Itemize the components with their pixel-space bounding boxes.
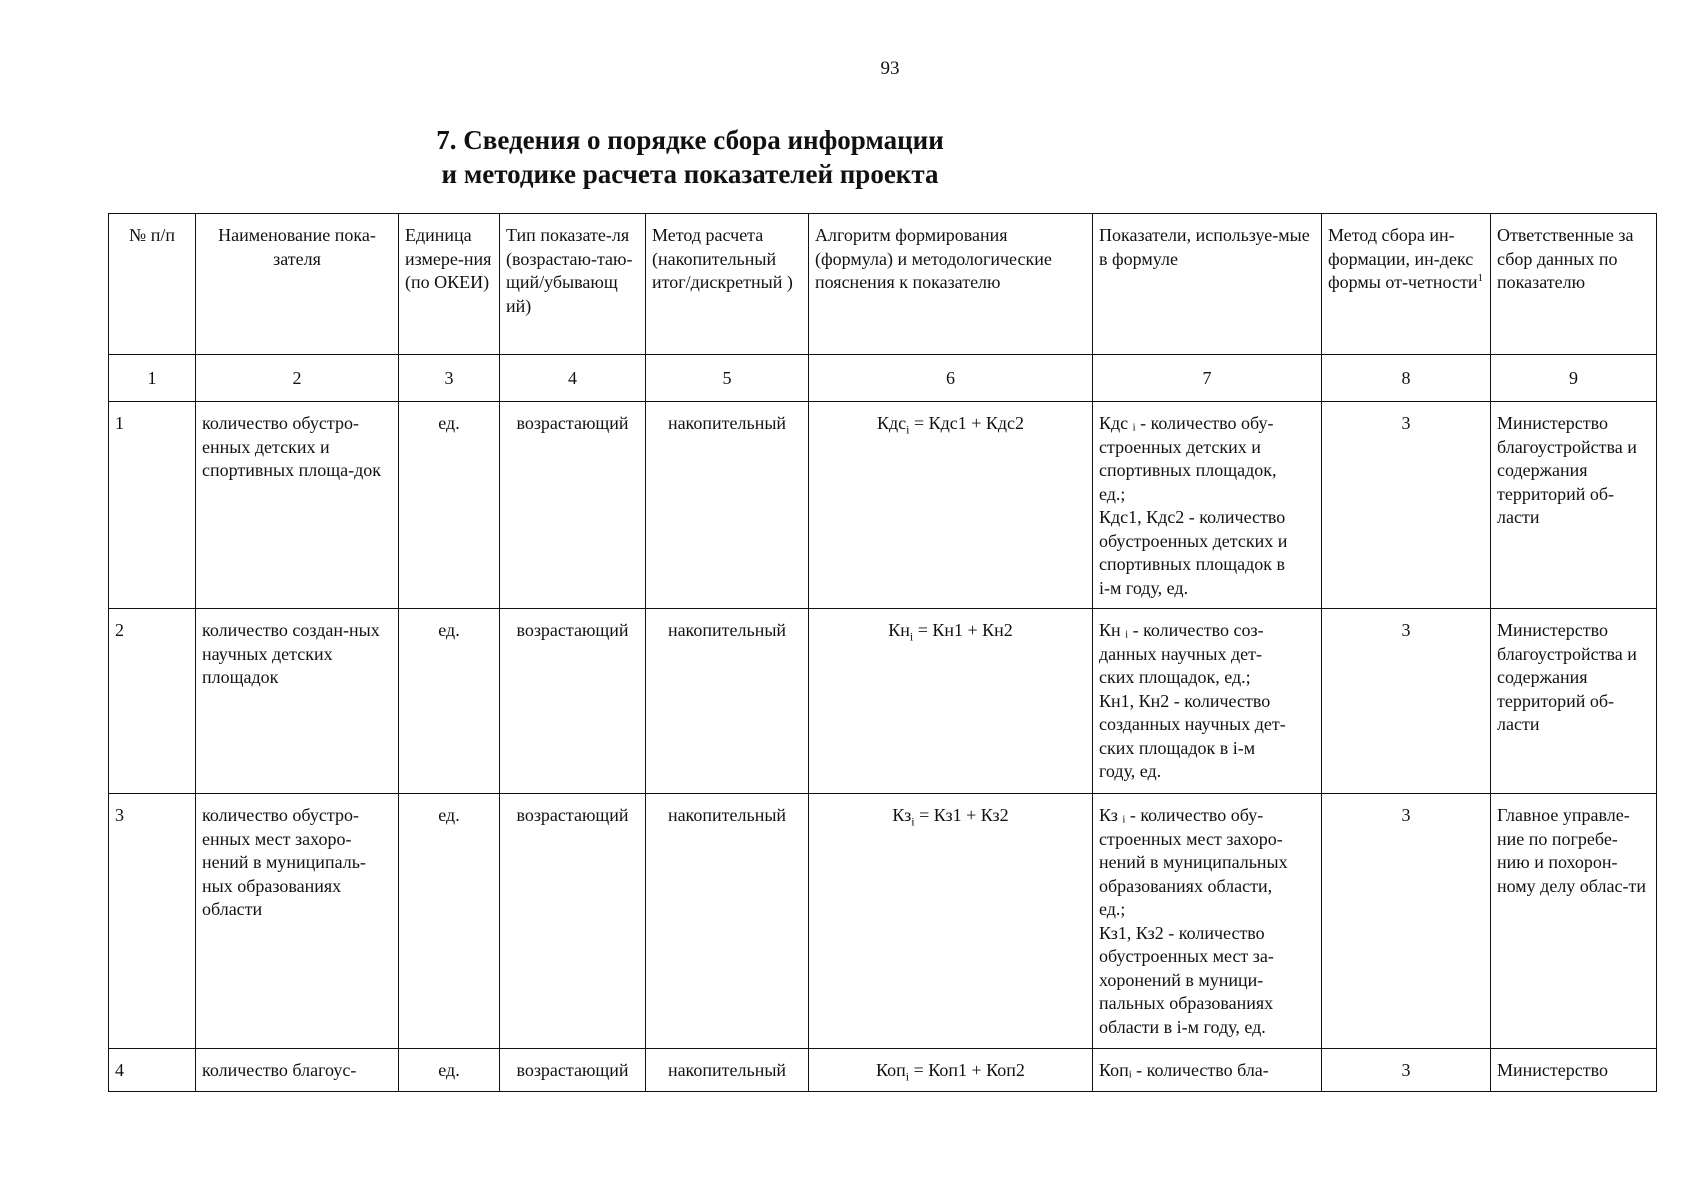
row-name: количество создан-ных научных детских площадок	[196, 609, 399, 794]
row-name: количество обустро-енных мест захоро-нений в муниципаль-ных образованиях области	[196, 794, 399, 1049]
footnote-marker: 1	[1477, 272, 1483, 284]
formula-lhs: Кз	[892, 805, 912, 825]
indicator-line: строенных мест захоро-	[1099, 828, 1283, 849]
table-row	[109, 1049, 1657, 1092]
header-indicators: Показатели, используе-мые в формуле	[1093, 214, 1322, 355]
row-method: накопительный	[646, 1049, 809, 1092]
row-responsible: Главное управле-ние по погребе-нию и похорон-ному делу облас-ти	[1491, 794, 1657, 1049]
formula-rhs: = Кз1 + Кз2	[919, 805, 1009, 825]
formula-sub: i	[909, 629, 914, 644]
header-responsible: Ответственные за сбор данных по показателю	[1491, 214, 1657, 355]
table-row	[109, 794, 1657, 1049]
page-number: 93	[880, 58, 900, 79]
row-method: накопительный	[646, 609, 809, 794]
formula-lhs: Коп	[876, 1060, 906, 1080]
indicator-line: нений в муниципальных	[1099, 852, 1288, 872]
formula-rhs: = Коп1 + Коп2	[913, 1060, 1025, 1080]
formula-rhs: = Кдс1 + Кдс2	[913, 413, 1025, 433]
formula-rhs: = Кн1 + Кн2	[917, 620, 1013, 640]
indicator-line: созданных научных дет-	[1099, 714, 1286, 734]
column-number-row	[109, 355, 1657, 402]
row-formula	[809, 794, 1093, 1049]
formula-sub: i	[911, 814, 915, 829]
formula-lhs: Кн	[888, 620, 910, 640]
indicator-line: ед.;	[1099, 483, 1126, 504]
row-indicators	[1093, 402, 1322, 609]
row-collection: 3	[1322, 402, 1491, 609]
column-number: 2	[196, 355, 399, 402]
column-number: 5	[646, 355, 809, 402]
formula-sub: i	[905, 1069, 910, 1084]
row-formula	[809, 402, 1093, 609]
title-line-2: и методике расчета показателей проекта	[441, 159, 939, 189]
indicator-line: строенных детских и	[1099, 436, 1261, 457]
indicator-line: ед.;	[1099, 899, 1126, 919]
row-collection: 3	[1322, 794, 1491, 1049]
row-type: возрастающий	[500, 402, 646, 609]
row-collection: 3	[1322, 1049, 1491, 1092]
indicator-line: году, ед.	[1099, 761, 1162, 781]
column-number: 1	[109, 355, 196, 402]
indicator-line: Кн1, Кн2 - количество	[1099, 690, 1271, 711]
indicator-line: Кдс1, Кдс2 - количество	[1099, 507, 1286, 527]
table-header-row	[109, 214, 1657, 355]
header-num: № п/п	[109, 214, 196, 355]
row-num: 3	[109, 794, 196, 1049]
row-unit: ед.	[399, 1049, 500, 1092]
row-indicators	[1093, 794, 1322, 1049]
indicator-line: спортивных площадок,	[1099, 460, 1277, 480]
row-num: 1	[109, 402, 196, 609]
indicator-line: Кдс ᵢ - количество обу-	[1099, 413, 1274, 433]
row-type: возрастающий	[500, 794, 646, 1049]
indicators-table	[108, 213, 1657, 1092]
table-row	[109, 609, 1657, 794]
header-type: Тип показате-ля (возрастаю-таю-щий/убывающ ий)	[500, 214, 646, 355]
row-formula	[809, 609, 1093, 794]
table-row	[109, 402, 1657, 609]
indicator-line: спортивных площадок в	[1099, 554, 1285, 574]
column-number: 3	[399, 355, 500, 402]
column-number: 7	[1093, 355, 1322, 402]
indicator-line: обустроенных детских и	[1099, 530, 1288, 551]
indicator-line: i-м году, ед.	[1099, 577, 1189, 598]
header-method: Метод расчета (накопительный итог/дискретный )	[646, 214, 809, 355]
column-number: 6	[809, 355, 1093, 402]
indicator-line: области в i-м году, ед.	[1099, 1016, 1266, 1037]
row-responsible: Министерство благоустройства и содержания территорий об-ласти	[1491, 609, 1657, 794]
indicator-line: образованиях области,	[1099, 875, 1273, 896]
row-unit: ед.	[399, 609, 500, 794]
column-number: 9	[1491, 355, 1657, 402]
column-number: 8	[1322, 355, 1491, 402]
formula-lhs: Кдс	[876, 413, 907, 433]
indicator-line: хоронений в муници-	[1099, 969, 1264, 990]
row-indicators	[1093, 609, 1322, 794]
indicator-line: обустроенных мест за-	[1099, 946, 1274, 966]
row-formula	[809, 1049, 1093, 1092]
row-unit: ед.	[399, 794, 500, 1049]
row-collection: 3	[1322, 609, 1491, 794]
indicator-line: ских площадок в i-м	[1099, 737, 1256, 758]
indicator-line: пальных образованиях	[1099, 993, 1274, 1013]
indicator-line: ских площадок, ед.;	[1099, 667, 1251, 687]
title-line-1: 7. Сведения о порядке сбора информации	[436, 125, 944, 155]
page-title	[0, 123, 1380, 191]
indicator-line: Кз ᵢ - количество обу-	[1099, 805, 1264, 825]
row-type: возрастающий	[500, 1049, 646, 1092]
header-algorithm: Алгоритм формирования (формула) и методологические пояснения к показателю	[809, 214, 1093, 355]
row-indicators	[1093, 1049, 1322, 1092]
row-num: 4	[109, 1049, 196, 1092]
row-name: количество обустро-енных детских и спортивных площа-док	[196, 402, 399, 609]
column-number: 4	[500, 355, 646, 402]
row-responsible: Министерство благоустройства и содержания территорий об-ласти	[1491, 402, 1657, 609]
row-unit: ед.	[399, 402, 500, 609]
indicator-line: Копᵢ - количество бла-	[1099, 1060, 1269, 1080]
row-num: 2	[109, 609, 196, 794]
header-collection	[1322, 214, 1491, 355]
header-unit: Единица измере-ния (по ОКЕИ)	[399, 214, 500, 355]
row-type: возрастающий	[500, 609, 646, 794]
header-collection-text: Метод сбора ин-формации, ин-декс формы от-четности	[1328, 225, 1478, 292]
row-method: накопительный	[646, 794, 809, 1049]
row-responsible: Министерство	[1491, 1049, 1657, 1092]
header-name: Наименование пока-зателя	[196, 214, 399, 355]
indicator-line: данных научных дет-	[1099, 643, 1263, 664]
row-name: количество благоус-	[196, 1049, 399, 1092]
indicator-line: Кн ᵢ - количество соз-	[1099, 620, 1264, 640]
formula-sub: i	[906, 422, 910, 437]
row-method: накопительный	[646, 402, 809, 609]
indicator-line: Кз1, Кз2 - количество	[1099, 922, 1265, 943]
